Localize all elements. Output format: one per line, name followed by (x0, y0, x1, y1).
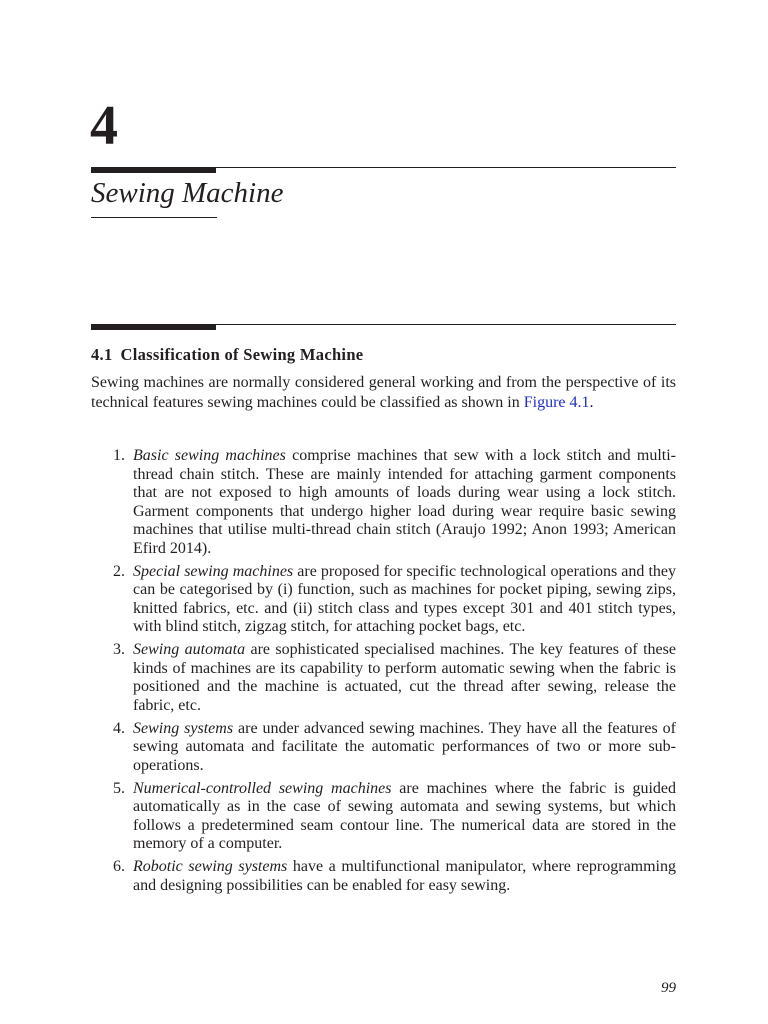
list-item (91, 720, 676, 776)
list-text: comprise machines that sew with a lock stitch and multi-thread chain stitch. These are mainly intended for attaching garment components that are not exposed to high amounts of loads during wear using a lock stitch. Garment components that undergo higher load during wear require basic sewing machines that utilise multi-thread chain stitch (Araujo 1992; Anon 1993; American Efird 2014). (133, 447, 677, 557)
list-term: Special sewing machines (133, 562, 294, 580)
section-title: Classification of Sewing Machine (120, 345, 364, 364)
list-term: Robotic sewing systems (133, 858, 288, 875)
chapter-number: 4 (90, 95, 118, 157)
list-term: Basic sewing machines (133, 447, 286, 464)
list-item (91, 858, 676, 895)
chapter-rule-thick (91, 167, 216, 173)
list-text: have a multifunctional manipulator, where reprogramming and designing possibilities can be enabled for easy sewing. (133, 858, 677, 894)
section-number: 4.1 (91, 345, 113, 364)
chapter-title: Sewing Machine (91, 177, 284, 209)
chapter-rule-thin (216, 167, 676, 168)
list-marker: 1. (113, 447, 125, 464)
section-rule-thin (216, 324, 676, 325)
list-marker: 3. (113, 641, 125, 658)
classification-list (91, 447, 676, 900)
list-marker: 6. (113, 858, 125, 875)
list-item (91, 563, 676, 637)
list-text: are machines where the fabric is guided automatically as in the case of sewing automata and sewing systems, but which follows a predetermined seam contour line. The numerical data are stored in the memory of a computer. (133, 779, 677, 852)
list-marker: 5. (113, 779, 125, 797)
section-rule-thick (91, 324, 216, 330)
intro-end: . (589, 393, 594, 411)
list-term: Sewing automata (133, 641, 246, 658)
list-text: are sophisticated specialised machines. The key features of these kinds of machines are its capability to perform automatic sewing when the fabric is positioned and the machine is actuated, cut the thread after sewing, release the fabric, etc. (133, 641, 676, 714)
list-text: are under advanced sewing machines. They have all the features of sewing automata and facilitate the automatic performances of two or more sub-operations. (133, 719, 676, 774)
list-marker: 2. (113, 562, 125, 580)
list-marker: 4. (113, 719, 125, 737)
list-term: Sewing systems (133, 719, 234, 737)
list-term: Numerical-controlled sewing machines (133, 779, 392, 797)
figure-link[interactable]: Figure 4.1 (523, 393, 590, 411)
list-text: are proposed for specific technological operations and they can be categorised by (i) function, such as machines for pocket piping, sewing zips, knitted fabrics, etc. and (ii) stitch class and types except 301 and 401 stitch types, with blind stitch, zigzag stitch, for attaching pocket bags, etc. (133, 562, 677, 635)
list-item (91, 780, 676, 854)
page-number: 99 (661, 980, 676, 996)
section-heading (91, 344, 363, 365)
list-item (91, 641, 676, 715)
intro-paragraph (91, 373, 676, 412)
chapter-title-underline (91, 217, 217, 218)
intro-text: Sewing machines are normally considered general working and from the perspective of its technical features sewing machines could be classified as shown in (91, 374, 676, 411)
list-item (91, 447, 676, 558)
